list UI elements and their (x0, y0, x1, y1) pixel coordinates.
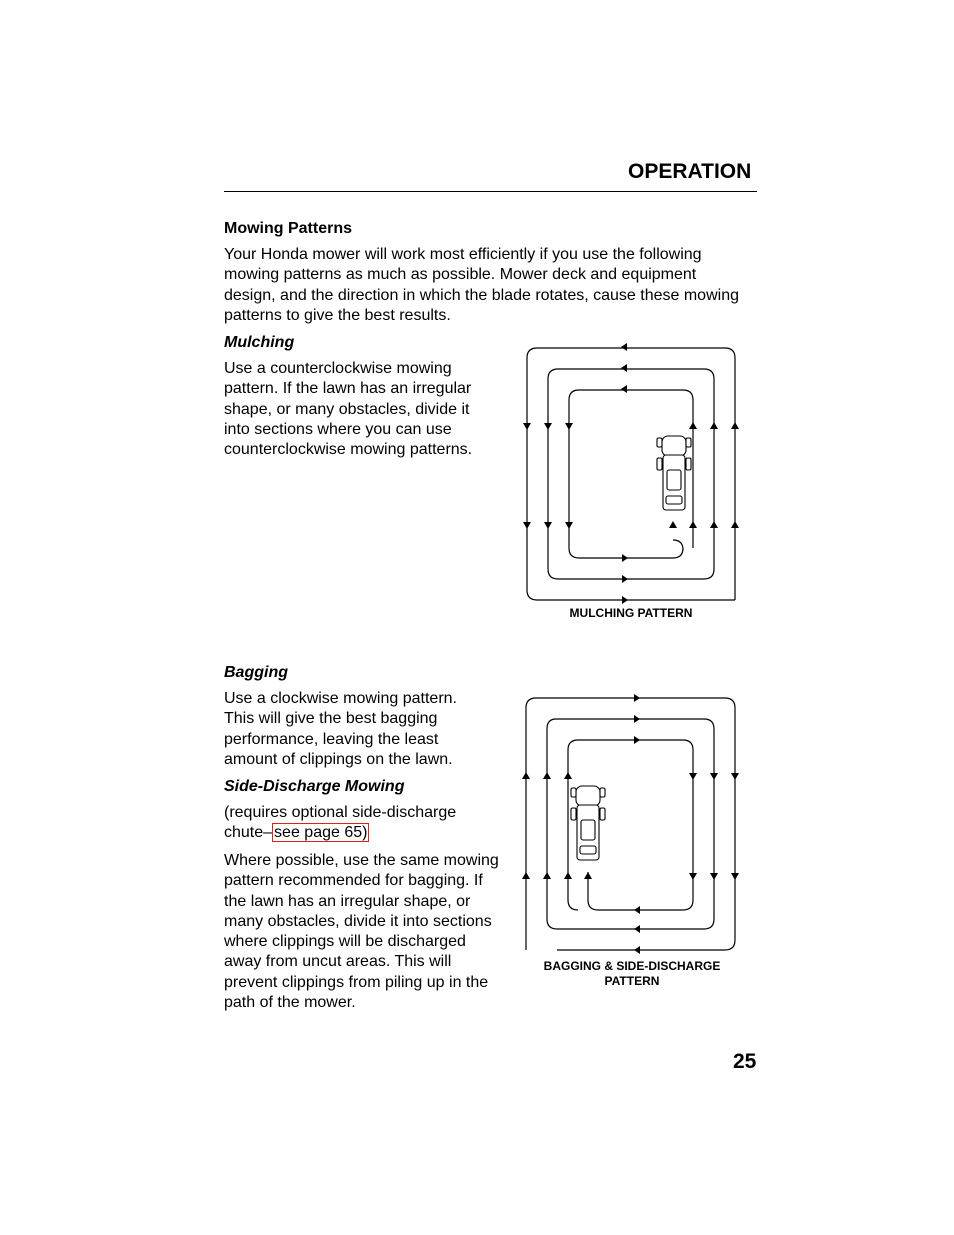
mulching-inner-path (569, 390, 693, 558)
arrow-down-icon (544, 423, 552, 430)
arrow-down-icon (710, 873, 718, 880)
arrow-left-icon (634, 946, 640, 954)
bagging-text: Use a clockwise mowing pattern. This will give the best bagging performance, leaving the least amount of clippings on the lawn. (224, 690, 457, 768)
arrow-up-icon (543, 872, 551, 879)
mulching-heading: Mulching (224, 334, 295, 351)
arrow-up-icon (522, 772, 530, 779)
arrow-down-icon (710, 773, 718, 780)
arrow-up-icon (564, 772, 572, 779)
arrow-up-icon (584, 872, 592, 879)
arrow-down-icon (523, 423, 531, 430)
bagging-outer-path (526, 698, 735, 950)
arrow-right-icon (634, 715, 640, 723)
arrow-up-icon (522, 872, 530, 879)
mulching-caption: MULCHING PATTERN (569, 606, 693, 620)
bagging-inner-path (568, 740, 693, 910)
arrow-down-icon (689, 773, 697, 780)
arrow-up-icon (710, 422, 718, 429)
side-discharge-requires (224, 803, 486, 844)
mower-icon (657, 436, 691, 510)
arrow-left-icon (634, 906, 640, 914)
side-discharge-requires-prefix: (requires optional side-discharge chute– (224, 804, 457, 842)
arrow-right-icon (622, 575, 628, 583)
section-title: OPERATION (628, 160, 752, 183)
arrow-up-icon (669, 521, 677, 528)
page-number: 25 (733, 1050, 757, 1073)
arrow-down-icon (565, 423, 573, 430)
arrow-left-icon (621, 364, 627, 372)
bagging-caption-line1: BAGGING & SIDE-DISCHARGE (543, 959, 721, 973)
bagging-heading: Bagging (224, 664, 288, 681)
arrow-left-icon (621, 343, 627, 351)
arrow-right-icon (622, 596, 628, 604)
arrow-up-icon (731, 422, 739, 429)
mower-icon (571, 786, 605, 860)
header-rule (224, 191, 757, 192)
arrow-right-icon (634, 736, 640, 744)
side-discharge-text: Where possible, use the same mowing pattern recommended for bagging. If the lawn has an irregular shape, or many obstacles, divide it into sections where clippings will be discharged away from uncut areas. This will prevent clippings from piling up in the path of the mower. (224, 852, 499, 1012)
arrow-down-icon (523, 522, 531, 529)
arrow-down-icon (689, 873, 697, 880)
side-discharge-heading: Side-Discharge Mowing (224, 778, 405, 795)
see-page-65-link[interactable]: see page 65) (274, 824, 368, 842)
arrow-down-icon (565, 522, 573, 529)
arrow-left-icon (634, 925, 640, 933)
arrow-up-icon (710, 521, 718, 528)
bagging-middle-path (547, 719, 714, 929)
arrow-right-icon (622, 554, 628, 562)
mowing-patterns-intro: Your Honda mower will work most efficiently if you use the following mowing patterns as much as possible. Mower deck and equipment design, and the direction in which the blade rotates, cause these mowing patterns to give the best results. (224, 246, 739, 324)
bagging-caption-line2: PATTERN (604, 974, 660, 988)
mulching-outer-path (527, 348, 735, 600)
mowing-patterns-heading: Mowing Patterns (224, 220, 353, 237)
mulching-text: Use a counterclockwise mowing pattern. If the lawn has an irregular shape, or many obstacles, divide it into sections where you can use counterclockwise mowing patterns. (224, 360, 473, 459)
arrow-down-icon (731, 773, 739, 780)
arrow-up-icon (543, 772, 551, 779)
arrow-up-icon (689, 422, 697, 429)
arrow-down-icon (544, 522, 552, 529)
arrow-up-icon (564, 872, 572, 879)
arrow-up-icon (731, 521, 739, 528)
arrow-up-icon (689, 521, 697, 528)
arrow-right-icon (634, 694, 640, 702)
arrow-down-icon (731, 873, 739, 880)
mulching-middle-path (548, 369, 714, 579)
arrow-left-icon (621, 385, 627, 393)
bagging-caption (527, 959, 737, 989)
